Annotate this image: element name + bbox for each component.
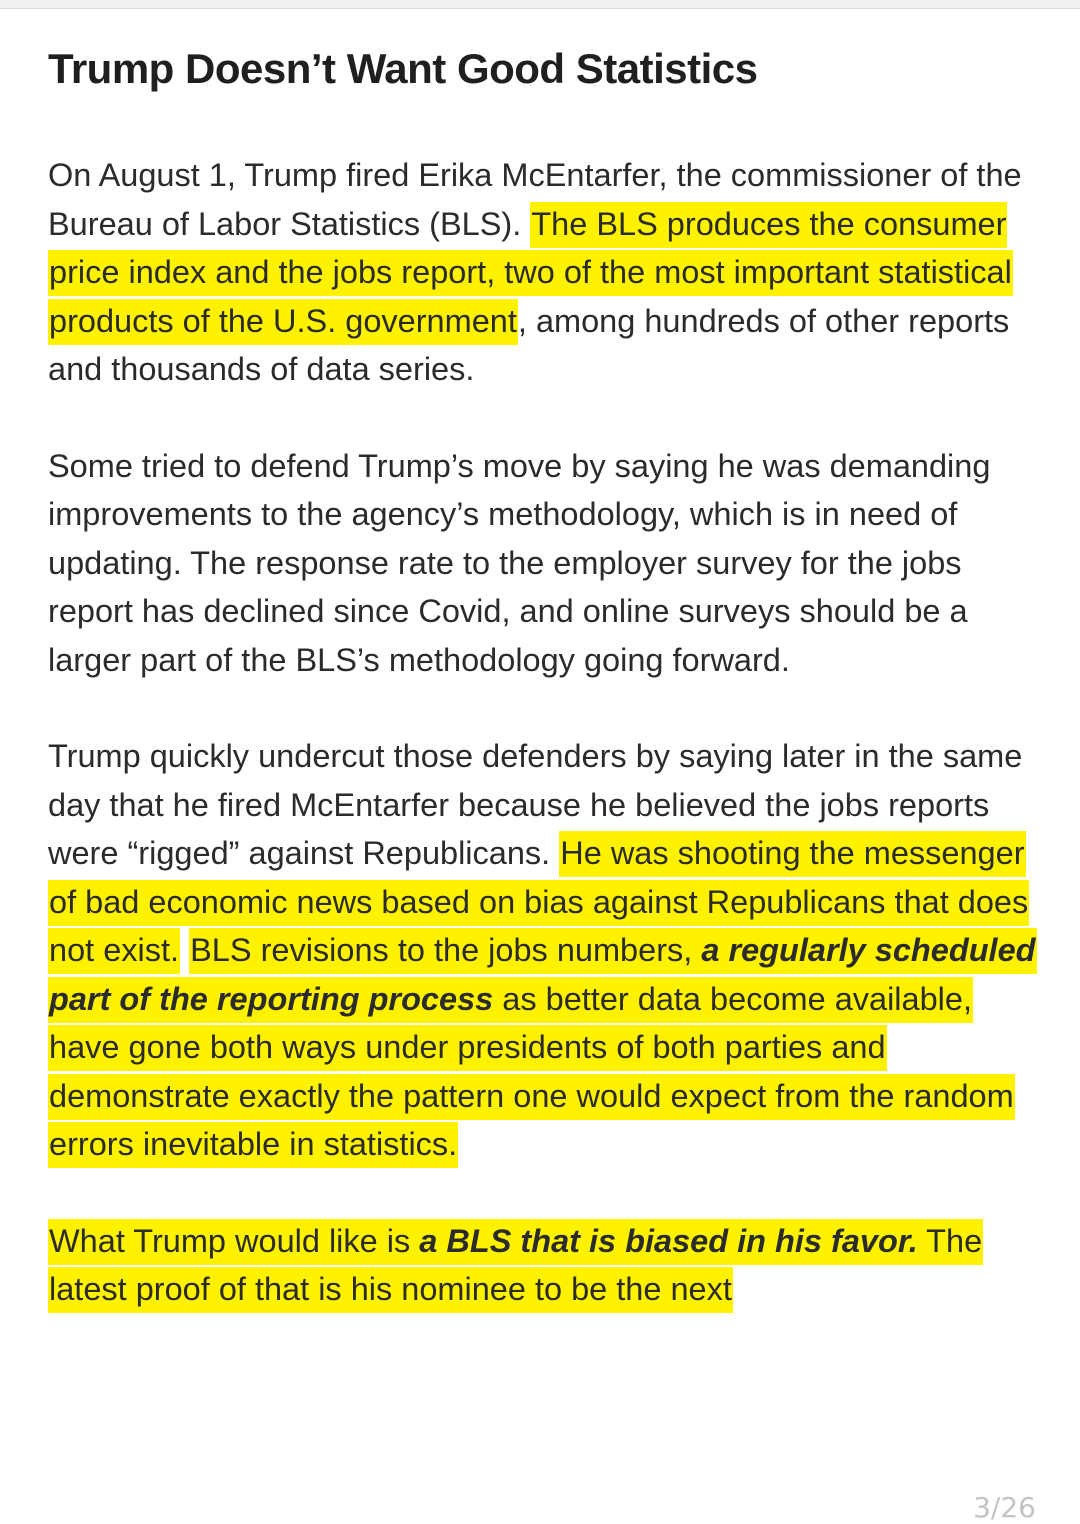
paragraph-1-highlight: The BLS produces the consumer price index and the jobs report, two of the most important statistical products of the U.S. government — [48, 202, 1013, 345]
paragraph-3-highlight-2 — [48, 928, 1037, 1168]
article-title: Trump Doesn’t Want Good Statistics — [48, 45, 758, 92]
paragraph-1-text: On August 1, Trump fired Erika McEntarfer, the commissioner of the Bureau of Labor Statistics (BLS). — [48, 157, 1022, 242]
article — [48, 40, 1038, 1314]
paragraph-1 — [48, 151, 1038, 394]
paragraph-3-highlight-2-start: BLS revisions to the jobs numbers, — [190, 932, 702, 968]
paragraph-4-highlight — [48, 1219, 983, 1314]
paragraph-3 — [48, 732, 1038, 1169]
paragraph-3-emphasis: a regularly scheduled part of the reporting process — [49, 932, 1036, 1017]
paragraph-4 — [48, 1217, 1038, 1314]
paragraph-3-gap — [180, 932, 189, 968]
paragraph-1-tail: , among hundreds of other reports and thousands of data series. — [48, 302, 1010, 387]
paragraph-2: Some tried to defend Trump’s move by saying he was demanding improvements to the agency’s methodology, which is in need of updating. The response rate to the employer survey for the jobs report has declined since Covid, and online surveys should be a larger part of the BLS’s methodology going forward. — [48, 447, 991, 678]
paragraph-4-emphasis: a BLS that is biased in his favor. — [419, 1222, 918, 1259]
paragraph-4-end: The latest proof of that is his nominee to be the next — [49, 1222, 983, 1307]
page-indicator: 3/26 — [973, 1491, 1036, 1524]
top-edge-bar — [0, 0, 1080, 9]
paragraph-4-start: What Trump would like is — [49, 1222, 420, 1259]
paragraph-3-highlight-1: He was shooting the messenger of bad economic news based on bias against Republicans that does not exist. — [48, 831, 1029, 974]
paragraph-3-text: Trump quickly undercut those defenders by saying later in the same day that he fired McEntarfer because he believed the jobs reports were “rigged” against Republicans. — [48, 738, 1023, 871]
paragraph-3-highlight-2-end: as better data become available, have gone both ways under presidents of both parties and demonstrate exactly the pattern one would expect from the random errors inevitable in statistics. — [49, 980, 1014, 1162]
